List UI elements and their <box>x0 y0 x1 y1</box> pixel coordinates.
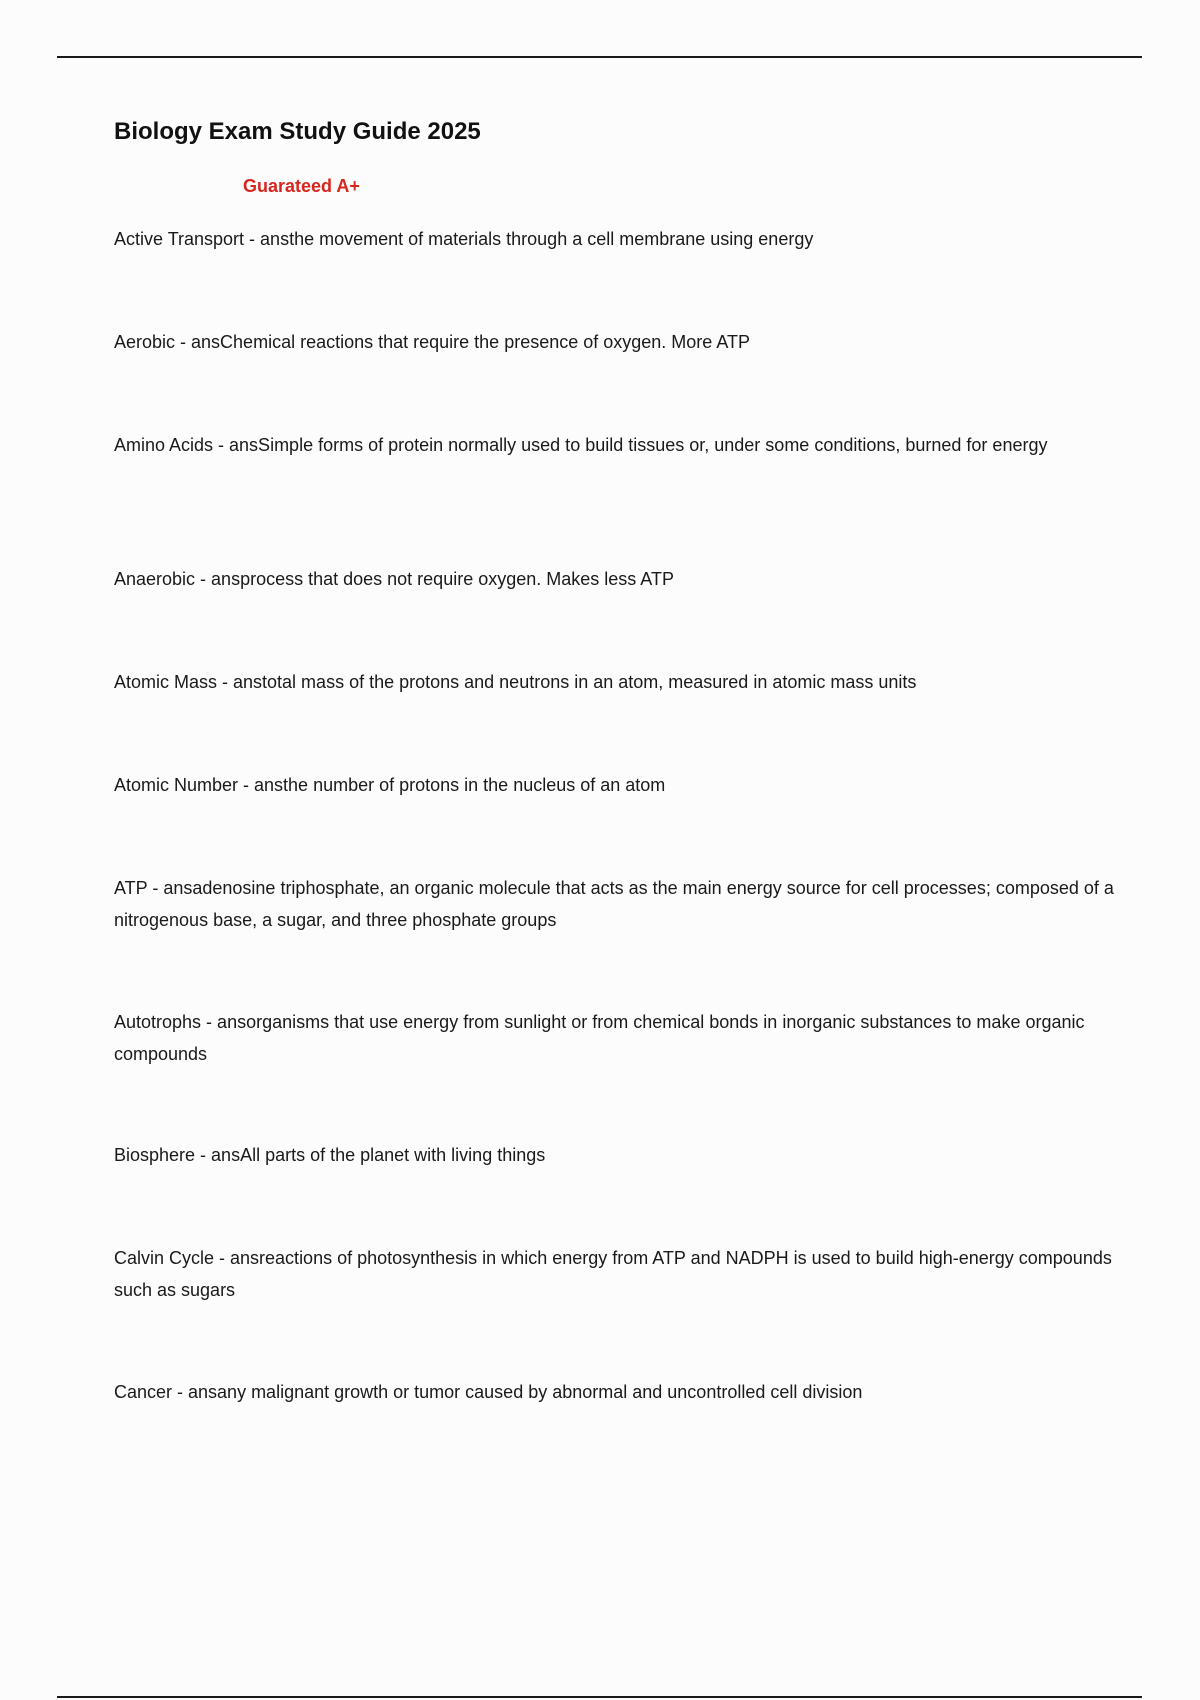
header-rule <box>57 56 1142 58</box>
glossary-entry: Amino Acids - ansSimple forms of protein normally used to build tissues or, under some conditions, burned for energy <box>114 435 1048 455</box>
glossary-entry: Biosphere - ansAll parts of the planet with living things <box>114 1145 546 1165</box>
glossary-entry: Atomic Number - ansthe number of protons in the nucleus of an atom <box>114 775 666 795</box>
glossary-entry: Calvin Cycle - ansreactions of photosynthesis in which energy from ATP and NADPH is used to build high-energy compounds such as sugars <box>114 1248 1112 1300</box>
glossary-entry: Aerobic - ansChemical reactions that require the presence of oxygen. More ATP <box>114 332 750 352</box>
document-subtitle: Guarateed A+ <box>243 176 360 196</box>
document-title: Biology Exam Study Guide 2025 <box>114 118 481 145</box>
glossary-entry: ATP - ansadenosine triphosphate, an organic molecule that acts as the main energy source for cell processes; composed of a nitrogenous base, a sugar, and three phosphate groups <box>114 878 1114 930</box>
glossary-entry: Cancer - ansany malignant growth or tumor caused by abnormal and uncontrolled cell division <box>114 1382 863 1402</box>
footer-rule <box>57 1696 1142 1698</box>
glossary-entry: Atomic Mass - anstotal mass of the protons and neutrons in an atom, measured in atomic mass units <box>114 672 917 692</box>
glossary-entry: Active Transport - ansthe movement of materials through a cell membrane using energy <box>114 229 814 249</box>
glossary-entry: Autotrophs - ansorganisms that use energy from sunlight or from chemical bonds in inorganic substances to make organic compounds <box>114 1012 1085 1064</box>
glossary-entry: Anaerobic - ansprocess that does not require oxygen. Makes less ATP <box>114 569 674 589</box>
